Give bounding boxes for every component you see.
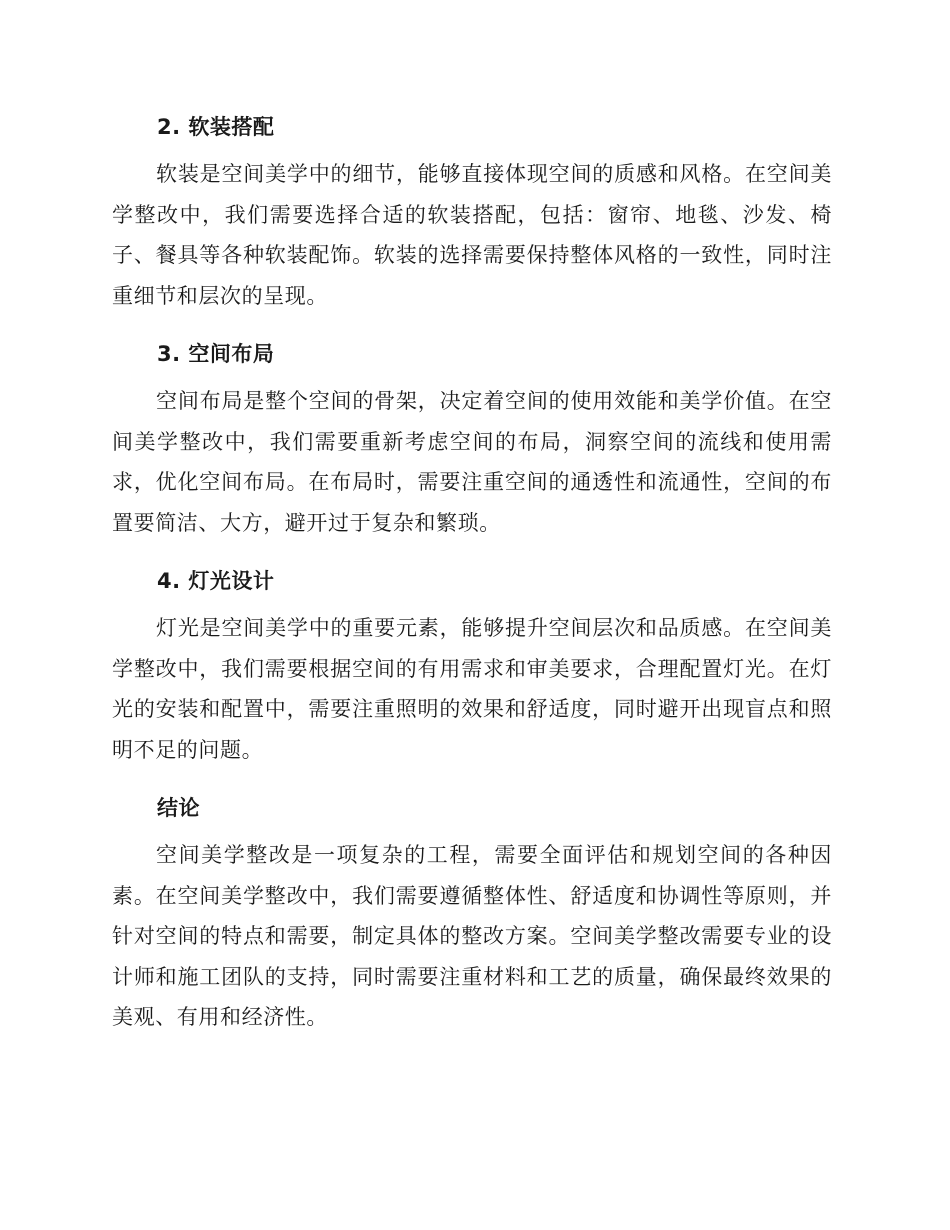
section-heading-lighting-design: 4. 灯光设计 <box>157 569 275 593</box>
section-body-lighting-design: 灯光是空间美学中的重要元素，能够提升空间层次和品质感。在空间美学整改中，我们需要根据空间的有用需求和审美要求，合理配置灯光。在灯光的安装和配置中，需要注重照明的效果和舒适度，同时避开出现盲点和照明不足的问题。 <box>112 616 832 762</box>
section-body-conclusion: 空间美学整改是一项复杂的工程，需要全面评估和规划空间的各种因素。在空间美学整改中，我们需要遵循整体性、舒适度和协调性等原则，并针对空间的特点和需要，制定具体的整改方案。空间美学整改需要专业的设计师和施工团队的支持，同时需要注重材料和工艺的质量，确保最终效果的美观、有用和经济性。 <box>112 843 832 1029</box>
document-page <box>112 108 832 1057</box>
section-heading-conclusion: 结论 <box>157 796 200 820</box>
section-heading-soft-furnishing: 2. 软装搭配 <box>157 115 275 139</box>
section-body-soft-furnishing: 软装是空间美学中的细节，能够直接体现空间的质感和风格。在空间美学整改中，我们需要选择合适的软装搭配，包括：窗帘、地毯、沙发、椅子、餐具等各种软装配饰。软装的选择需要保持整体风格的一致性，同时注重细节和层次的呈现。 <box>112 162 832 308</box>
section-body-space-layout: 空间布局是整个空间的骨架，决定着空间的使用效能和美学价值。在空间美学整改中，我们需要重新考虑空间的布局，洞察空间的流线和使用需求，优化空间布局。在布局时，需要注重空间的通透性和流通性，空间的布置要简洁、大方，避开过于复杂和繁琐。 <box>112 389 832 535</box>
section-heading-space-layout: 3. 空间布局 <box>157 342 275 366</box>
